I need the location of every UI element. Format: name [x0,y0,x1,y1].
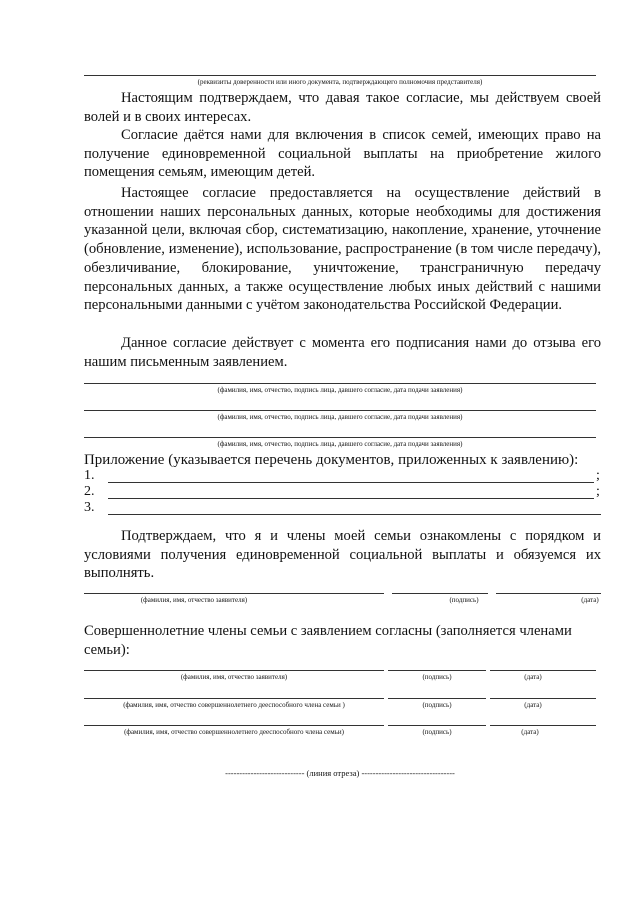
member-date-line-3 [490,725,596,726]
applicant-date-line [496,593,601,594]
member-sign-caption-3: (подпись) [422,728,452,736]
attachment-line-1 [108,482,594,483]
consent-signature-line-3 [84,437,596,438]
attachment-semicolon-2: ; [596,484,600,499]
attachment-number-1: 1. [84,468,95,483]
representative-requisites-line [84,75,596,76]
member-name-caption-1: (фамилия, имя, отчество заявителя) [180,673,288,681]
actions-paragraph: Настоящее согласие предоставляется на осуществление действий в отношении наших персональных данных, которые необходимы для достижения указанной цели, включая сбор, систематизацию, накопление, хранение, уточнение (обновление, изменение), использование, распространение (в том числе передачу), обезличивание, блокирование, уничтожение, трансграничную передачу персональных данных, а также осуществление любых иных действий с нашими персональными данными с учётом законодательства Российской Федерации. [84,185,601,314]
acquainted-paragraph: Подтверждаем, что я и члены моей семьи ознакомлены с порядком и условиями получения единовременной социальной выплаты и обязуемся их выполнять. [84,528,601,582]
cut-line: ---------------------------- (линия отреза) --------------------------------- [225,768,455,778]
member-date-caption-2: (дата) [524,701,542,709]
applicant-sign-caption: (подпись) [449,596,479,604]
member-name-line-3 [84,725,384,726]
applicant-date-caption: (дата) [581,596,599,604]
member-name-caption-3: (фамилия, имя, отчество совершеннолетнего дееспособного члена семьи) [124,728,344,736]
consent-signature-caption-3: (фамилия, имя, отчество, подпись лица, давшего согласие, дата подачи заявления) [217,440,463,448]
consent-signature-caption-2: (фамилия, имя, отчество, подпись лица, давшего согласие, дата подачи заявления) [217,413,463,421]
member-name-line-2 [84,698,384,699]
consent-signature-line-2 [84,410,596,411]
attachments-heading: Приложение (указывается перечень документов, приложенных к заявлению): [84,452,579,468]
members-heading: Совершеннолетние члены семьи с заявлением согласны (заполняется членами семьи): [84,623,572,658]
member-sign-caption-2: (подпись) [422,701,452,709]
member-sign-line-3 [388,725,486,726]
member-sign-line-2 [388,698,486,699]
attachment-number-2: 2. [84,484,95,499]
validity-paragraph: Данное согласие действует с момента его подписания нами до отзыва его нашим письменным заявлением. [84,335,601,370]
confirm-paragraph: Настоящим подтверждаем, что давая такое согласие, мы действуем своей волей и в своих интересах. [84,90,601,125]
member-sign-line-1 [388,670,486,671]
member-date-line-1 [490,670,596,671]
attachment-number-3: 3. [84,500,95,515]
applicant-sign-line [392,593,488,594]
representative-requisites-caption: (реквизиты доверенности или иного документа, подтверждающего полномочия представителя) [197,78,483,86]
applicant-name-line [84,593,384,594]
member-date-line-2 [490,698,596,699]
member-name-caption-2: (фамилия, имя, отчество совершеннолетнего дееспособного члена семьи ) [123,701,345,709]
attachment-line-3 [108,514,601,515]
purpose-paragraph: Согласие даётся нами для включения в список семей, имеющих право на получение единовременной социальной выплаты на приобретение жилого помещения семьям, имеющим детей. [84,127,601,181]
consent-signature-caption-1: (фамилия, имя, отчество, подпись лица, давшего согласие, дата подачи заявления) [217,386,463,394]
member-date-caption-1: (дата) [524,673,542,681]
consent-signature-line-1 [84,383,596,384]
member-date-caption-3: (дата) [521,728,539,736]
attachment-semicolon-1: ; [596,468,600,483]
attachment-line-2 [108,498,594,499]
member-sign-caption-1: (подпись) [422,673,452,681]
member-name-line-1 [84,670,384,671]
applicant-name-caption: (фамилия, имя, отчество заявителя) [140,596,248,604]
